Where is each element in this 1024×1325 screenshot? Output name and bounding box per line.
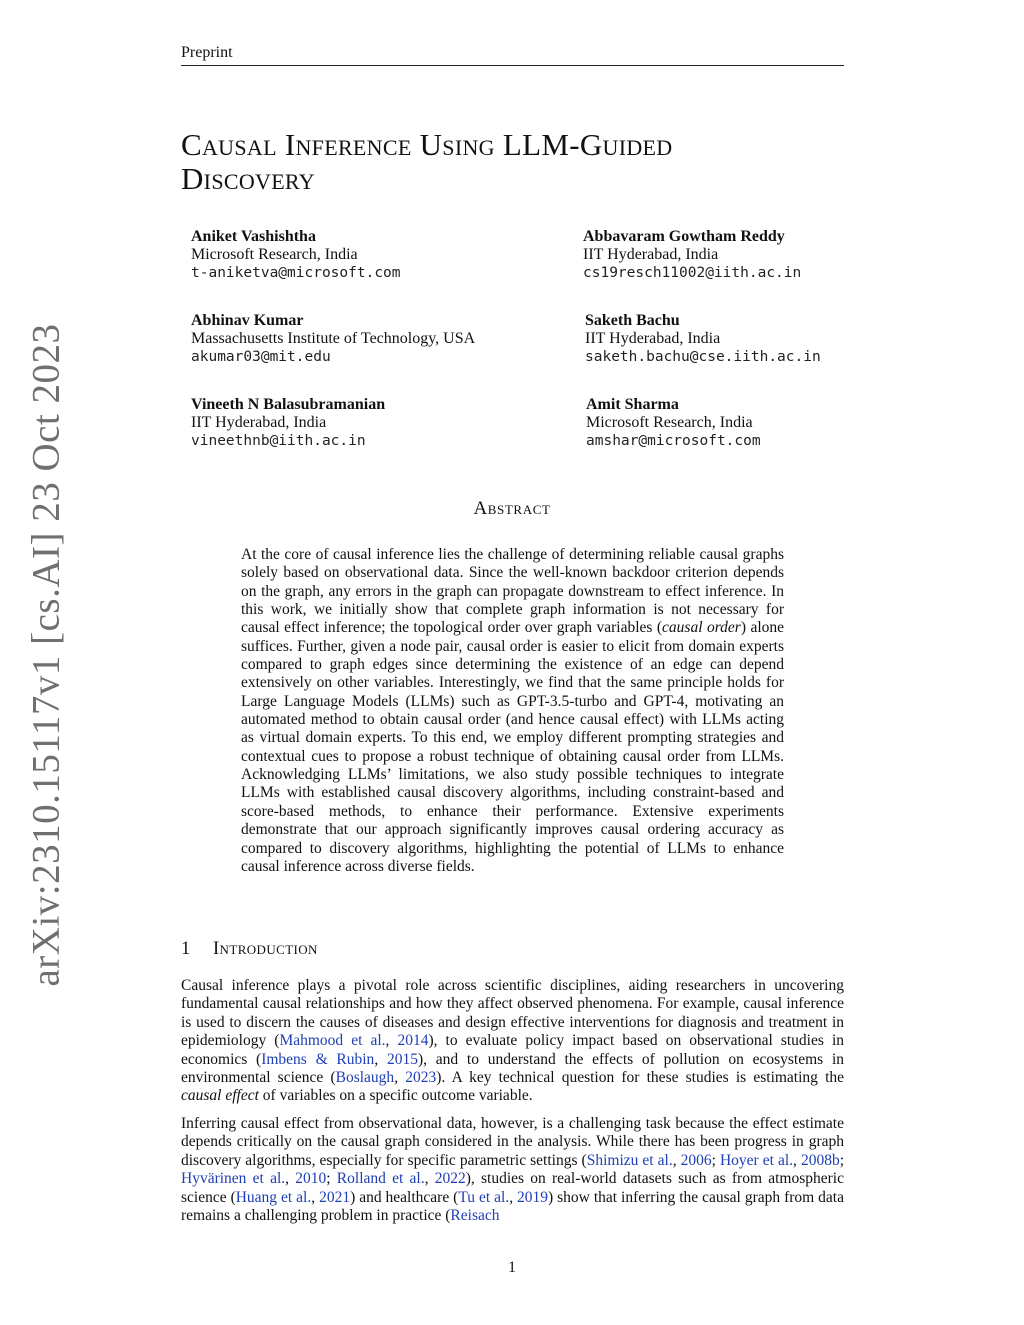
- citation-separator: ;: [711, 1151, 720, 1169]
- author-affiliation: Massachusetts Institute of Technology, USA: [191, 330, 476, 347]
- paragraph-text: ), and to understand the effects of pollution on ecosystems in environmental science (: [181, 1050, 844, 1087]
- author-email[interactable]: vineethnb@iith.ac.in: [191, 433, 366, 449]
- paragraph-text: Causal inference plays a pivotal role across scientific disciplines, aiding researchers in uncovering fundamental causal relationships and how they affect observed phenomena. For example, causal inference is used to discern the causes of diseases and design effective interventions for diagnosis and treatment in epidemiology (: [181, 977, 844, 1050]
- author-affiliation: IIT Hyderabad, India: [583, 246, 719, 263]
- arxiv-identifier-stamp: arXiv:2310.15117v1 [cs.AI] 23 Oct 2023: [24, 323, 68, 987]
- citation-link[interactable]: Rolland et al.: [336, 1170, 425, 1188]
- paragraph-text: ) show that inferring the causal graph from data remains a challenging problem in practice (: [181, 1188, 844, 1225]
- author-block: [191, 396, 385, 450]
- paragraph-text: ) and healthcare (: [350, 1188, 459, 1206]
- citation-separator: ,: [672, 1151, 681, 1169]
- citation-link[interactable]: Reisach: [450, 1207, 500, 1225]
- abstract-body: [241, 546, 784, 876]
- title-line-2: Discovery: [181, 161, 315, 196]
- citation-link[interactable]: Hoyer et al.: [719, 1151, 794, 1169]
- paragraph-text: of variables on a specific outcome variable.: [258, 1087, 533, 1105]
- author-affiliation: IIT Hyderabad, India: [191, 414, 327, 431]
- section-title: Introduction: [213, 939, 318, 959]
- citation-link[interactable]: Shimizu et al.: [586, 1151, 673, 1169]
- citation-year-link[interactable]: 2015: [386, 1050, 418, 1068]
- author-email[interactable]: cs19resch11002@iith.ac.in: [583, 265, 802, 281]
- citation-separator: ,: [285, 1170, 296, 1188]
- paragraph-text: ), studies on real-world datasets such as from atmospheric science (: [181, 1170, 844, 1206]
- page-number: 1: [508, 1259, 516, 1276]
- citation-separator: ;: [326, 1170, 337, 1188]
- author-name: Abbavaram Gowtham Reddy: [583, 228, 785, 245]
- author-block: [586, 396, 761, 450]
- author-name: Aniket Vashishtha: [191, 228, 316, 245]
- citation-link[interactable]: Huang et al.: [235, 1188, 312, 1206]
- citation-year-link[interactable]: 2008b: [800, 1151, 840, 1169]
- paragraph-text: Inferring causal effect from observational data, however, is a challenging task because the effect estimate depends critically on the causal graph considered in the analysis. While there has been progress in graph discovery algorithms, especially for specific parametric settings (: [181, 1115, 844, 1169]
- author-affiliation: Microsoft Research, India: [191, 246, 358, 263]
- citation-separator: ,: [793, 1151, 801, 1169]
- citation-separator: ,: [311, 1188, 320, 1206]
- author-email[interactable]: saketh.bachu@cse.iith.ac.in: [585, 349, 821, 365]
- citation-year-link[interactable]: 2010: [295, 1170, 327, 1188]
- title-line-1: Causal Inference Using LLM-Guided: [181, 127, 673, 162]
- author-name: Amit Sharma: [586, 396, 679, 413]
- citation-separator: ,: [385, 1032, 398, 1050]
- author-affiliation: Microsoft Research, India: [586, 414, 753, 431]
- author-email[interactable]: t-aniketva@microsoft.com: [191, 265, 401, 281]
- abstract-emphasis: causal order: [662, 619, 741, 637]
- citation-link[interactable]: Tu et al.: [458, 1188, 510, 1206]
- author-block: [585, 312, 821, 366]
- citation-separator: ,: [509, 1188, 518, 1206]
- author-block: [583, 228, 801, 282]
- header-rule: [181, 65, 844, 66]
- running-header: Preprint: [181, 44, 233, 61]
- citation-year-link[interactable]: 2019: [517, 1188, 549, 1206]
- abstract-text: At the core of causal inference lies the challenge of determining reliable causal graphs solely based on observational data. Since the well-known backdoor criterion depends on the graph, any errors in the graph can propagate downstream to effect inference. In this work, we initially show that complete graph information is not necessary for causal effect inference; the topological order over graph variables (: [241, 546, 784, 637]
- section-number: 1: [181, 939, 191, 959]
- paragraph-text: ). A key technical question for these studies is estimating the: [436, 1069, 845, 1087]
- author-block: [191, 312, 475, 366]
- author-block: [191, 228, 401, 282]
- citation-year-link[interactable]: 2014: [397, 1032, 429, 1050]
- citation-separator: ,: [374, 1050, 387, 1068]
- citation-link[interactable]: Hyvärinen et al.: [181, 1170, 286, 1188]
- citation-year-link[interactable]: 2006: [680, 1151, 712, 1169]
- citation-year-link[interactable]: 2023: [405, 1069, 437, 1087]
- intro-paragraph-1: [181, 977, 844, 1106]
- author-name: Saketh Bachu: [585, 312, 680, 329]
- citation-link[interactable]: Imbens & Rubin: [261, 1050, 375, 1068]
- paragraph-text: ), to evaluate policy impact based on observational studies in economics (: [181, 1032, 844, 1068]
- citation-year-link[interactable]: 2022: [434, 1170, 466, 1188]
- citation-separator: ,: [394, 1069, 406, 1087]
- author-email[interactable]: amshar@microsoft.com: [586, 433, 761, 449]
- citation-separator: ,: [424, 1170, 435, 1188]
- citation-link[interactable]: Mahmood et al.: [279, 1032, 386, 1050]
- paragraph-emphasis: causal effect: [181, 1087, 259, 1105]
- author-name: Vineeth N Balasubramanian: [191, 396, 386, 413]
- author-affiliation: IIT Hyderabad, India: [585, 330, 721, 347]
- abstract-text: ) alone suffices. Further, given a node pair, causal order is easier to elicit from domain experts compared to graph edges since determining the existence of an edge can depend extensively on other variables. Interestingly, we find that the same principle holds for Large Language Models (LLMs) such as GPT-3.5-turbo and GPT-4, motivating an automated method to obtain causal order (and hence causal effect) with LLMs acting as virtual domain experts. To this end, we employ different prompting strategies and contextual cues to propose a robust technique of obtaining causal order from LLMs. Acknowledging LLMs’ limitations, we also study possible techniques to integrate LLMs with established causal discovery algorithms, including constraint-based and score-based methods, to enhance their performance. Extensive experiments demonstrate that our approach significantly improves causal ordering accuracy as compared to discovery algorithms, highlighting the potential of LLMs to enhance causal inference across diverse fields.: [241, 619, 785, 875]
- citation-year-link[interactable]: 2021: [319, 1188, 351, 1206]
- paper-title: [181, 128, 821, 196]
- citation-link[interactable]: Boslaugh: [335, 1069, 395, 1087]
- section-heading-introduction: [181, 939, 318, 960]
- author-email[interactable]: akumar03@mit.edu: [191, 349, 331, 365]
- citation-separator: ;: [839, 1151, 845, 1169]
- abstract-heading: Abstract: [473, 498, 551, 519]
- author-name: Abhinav Kumar: [191, 312, 304, 329]
- intro-paragraph-2: [181, 1115, 844, 1225]
